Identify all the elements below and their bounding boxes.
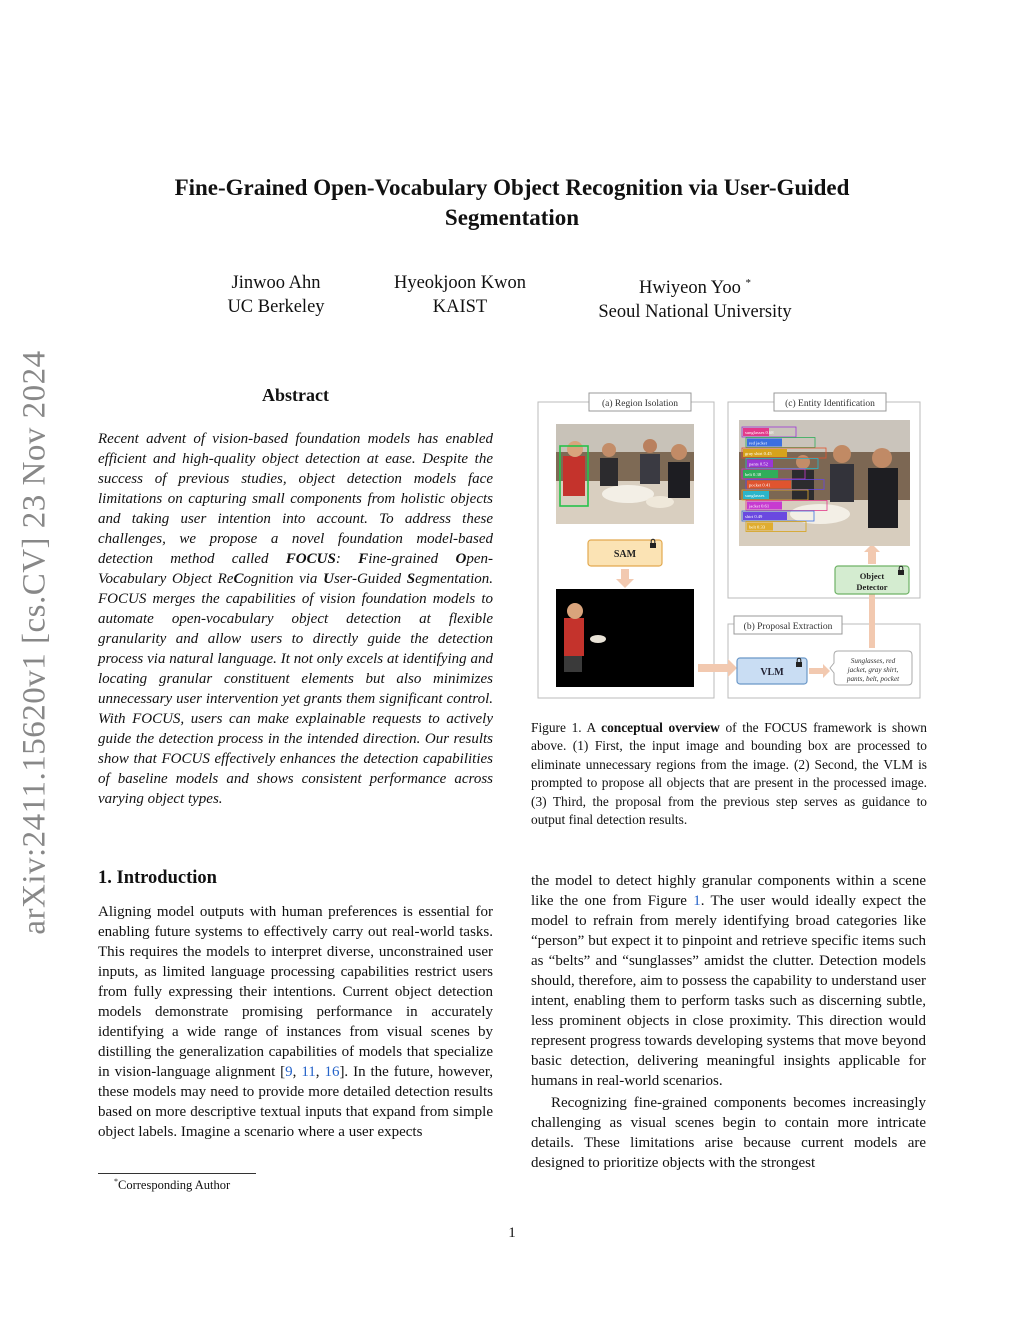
citation-link[interactable]: 16 xyxy=(324,1064,340,1080)
intro-right-column xyxy=(531,871,926,1173)
sam-node xyxy=(588,539,662,566)
detection-tag-label: jacket 0.61 xyxy=(749,503,770,509)
detection-tag-label: sunglasses xyxy=(745,493,765,499)
page-number: 1 xyxy=(508,1225,516,1241)
input-photo xyxy=(556,424,694,524)
detection-tag-label: gray shirt 0.45 xyxy=(745,451,772,457)
arxiv-identifier: arXiv:2411.15620v1 [cs.CV] 23 Nov 2024 xyxy=(16,349,53,935)
figure-reference-link[interactable]: 1 xyxy=(693,893,701,909)
svg-text:Object: Object xyxy=(859,571,885,581)
author-2: Hyeokjoon Kwon KAIST xyxy=(393,273,527,317)
arrow-up xyxy=(865,586,879,648)
svg-text:Detector: Detector xyxy=(856,582,888,592)
arrow-right xyxy=(809,664,830,678)
proposal-text-line: pants, belt, pocket xyxy=(846,675,900,683)
citation-link[interactable]: 11 xyxy=(301,1064,316,1080)
panel-label-c: (c) Entity Identification xyxy=(785,399,875,409)
arrow-up xyxy=(864,544,880,564)
detection-tag-label: belt 0.38 xyxy=(745,472,762,478)
abstract-text: Recent advent of vision-based foundation models has enabled efficient and high-quality object detection at ease. Despite the success of previous studies, object detection models face limitations on capturing small components from holistic objects and taking user intention into account. To address these challenges, we propose a novel foundation model-based detection method called FOCUS: Fine-grained Open-Vocabulary Object ReCognition via User-Guided Segmentation. FOCUS merges the capabilities of vision foundation models to automate open-vocabulary object detection at flexible granularity and allow users to directly guide the detection process via natural language. It not only excels at identifying and locating granular constituent elements but also minimizes unnecessary user intervention yet grants them significant control. With FOCUS, users can make explainable requests to actively guide the detection process in the intended direction. Our results show that FOCUS effectively enhances the detection capabilities of baseline models and shows consistent performance across varying object types. xyxy=(98,431,494,807)
arrow-right xyxy=(698,659,737,677)
footnote: *Corresponding Author xyxy=(114,1177,231,1193)
detection-tag-label: belt 0.33 xyxy=(749,524,766,530)
detection-tag-label: red jacket xyxy=(749,440,767,446)
detection-tag-label: sunglasses 0.68 xyxy=(745,430,774,436)
proposal-bubble xyxy=(830,651,912,685)
vlm-node xyxy=(737,658,807,684)
vlm-label: VLM xyxy=(760,667,784,678)
lock-icon xyxy=(650,543,656,548)
detection-tag-label: shirt 0.49 xyxy=(745,514,763,520)
object-detector-node xyxy=(835,566,909,594)
abstract-heading: Abstract xyxy=(262,385,329,405)
arrow-down xyxy=(616,569,634,588)
intro-paragraph-2: the model to detect highly granular components within a scene like the one from Figure 1. The user would ideally expect the model to refrain from merely identifying broad categories like “person” but expect it to pinpoint and retrieve specific items such as “belts” and “sunglasses” amidst the clutter. Detection models should, therefore, aim to possess the capability to understand user intent, enabling them to perform tasks such as discerning subtle, less prominent objects in close proximity. This direction would represent progress towards developing systems that move beyond basic detection, delivering meaningful insights applicable for humans in real-world scenarios. xyxy=(531,873,926,1089)
intro-paragraph-1: Aligning model outputs with human preferences is essential for enabling future systems to effectively carry out real-world tasks. This requires the models to interpret diverse, unconstrained user inputs, as limited language processing capabilities restrict users from fully expressing their intentions. Current object detection models demonstrate promising performance in accurately identifying a wide range of instances from visual scenes by distilling the generalization capabilities of models that specialize in vision-language alignment [9, 11, 16]. In the future, however, these models may need to provide more detailed detection results based on more descriptive textual inputs that expand from simple object labels. Imagine a scenario where a user expects xyxy=(98,904,493,1140)
detection-tag-label: pocket 0.41 xyxy=(749,482,771,488)
sam-label: SAM xyxy=(613,549,637,560)
figure-1-caption: Figure 1. A conceptual overview of the FOCUS framework is shown above. (1) First, the input image and bounding box are processed to eliminate unnecessary regions from the image. (2) Second, the VLM is prompted to propose all objects that are present in the processed image. (3) Third, the proposal from the previous step serves as guidance to output final detection results. xyxy=(531,720,927,828)
panel-label-b: (b) Proposal Extraction xyxy=(743,622,833,632)
citation-link[interactable]: 9 xyxy=(285,1064,293,1080)
proposal-text-line: Sunglasses, red xyxy=(850,657,896,665)
lock-icon xyxy=(898,570,904,575)
figure-1-diagram xyxy=(530,386,926,704)
proposal-text-line: jacket, gray shirt, xyxy=(847,666,899,674)
detection-tag-label: pants 0.52 xyxy=(749,461,768,467)
section-heading-introduction: 1. Introduction xyxy=(98,868,217,888)
paper-title: Fine-Grained Open-Vocabulary Object Recognition via User-Guided Segmentation xyxy=(174,175,850,230)
author-1: Jinwoo Ahn UC Berkeley xyxy=(227,273,325,317)
footnote-divider xyxy=(98,1173,256,1174)
author-3: Hwiyeon Yoo * Seoul National University xyxy=(598,277,792,323)
lock-icon xyxy=(796,662,802,667)
intro-paragraph-3: Recognizing fine-grained components becomes increasingly challenging as visual scenes begin to contain more intricate details. These limitations arise because current models are designed to prioritize objects with the strongest xyxy=(531,1095,926,1171)
isolated-photo xyxy=(556,589,694,687)
panel-label-a: (a) Region Isolation xyxy=(602,399,678,409)
